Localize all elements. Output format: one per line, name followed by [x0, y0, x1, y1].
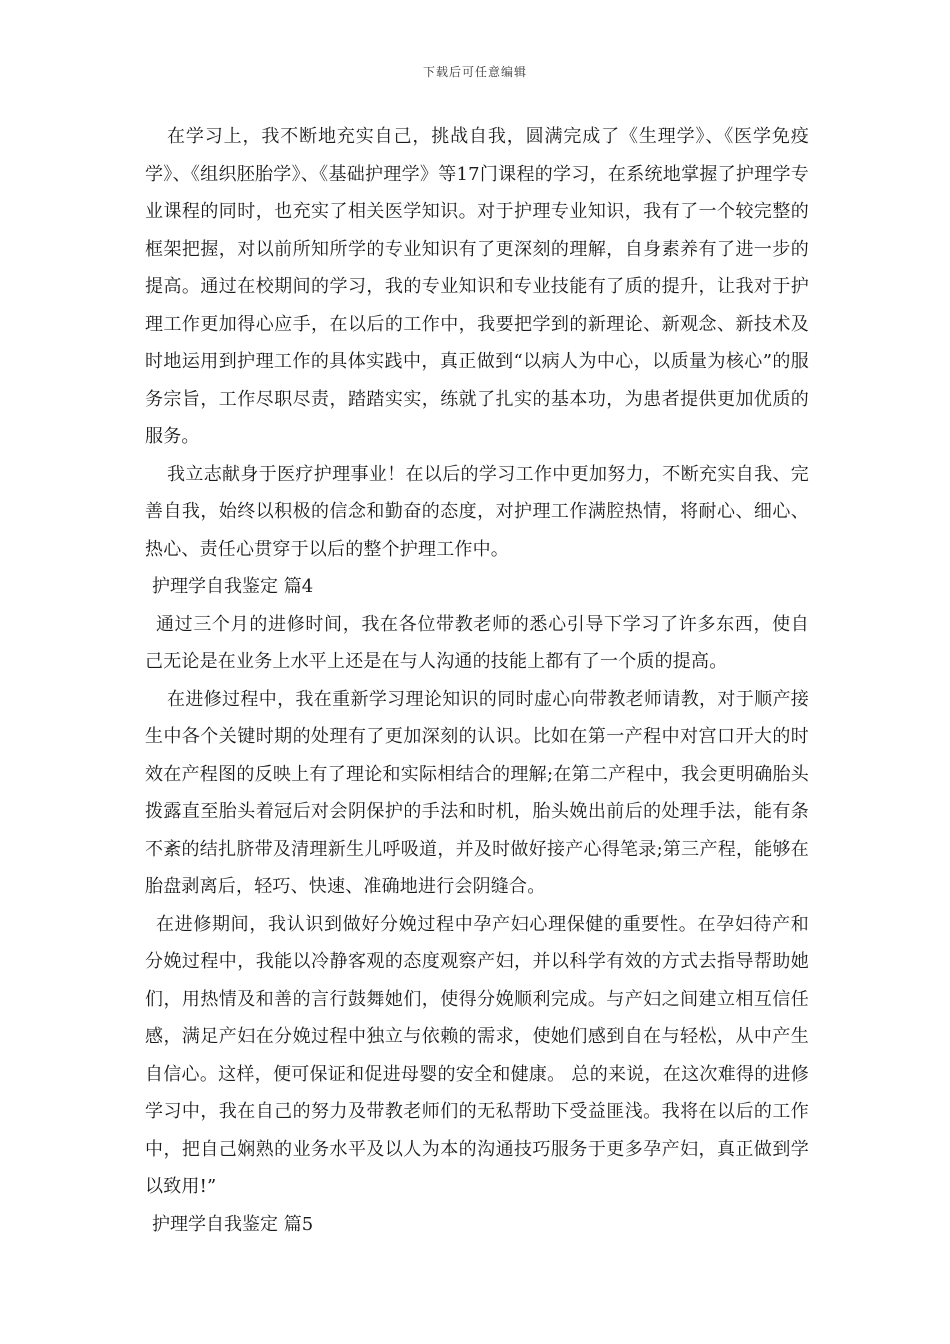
paragraph-training-intro: 通过三个月的进修时间，我在各位带教老师的悉心引导下学习了许多东西，使自己无论是在业务上水平上还是在与人沟通的技能上都有了一个质的提高。: [145, 613, 809, 672]
section-heading-4: 护理学自我鉴定 篇4: [152, 576, 314, 597]
header-note: 下载后可任意编辑: [422, 65, 527, 79]
section-heading-5: 护理学自我鉴定 篇5: [152, 1213, 314, 1235]
document-body: [145, 118, 809, 1243]
paragraph-training-process: 在进修过程中，我在重新学习理论知识的同时虚心向带教老师请教，对于顺产接生中各个关键时期的处理有了更加深刻的认识。比如在第一产程中对宫口开大的时效在产程图的反映上有了理论和实际相结合的理解;在第二产程中，我会更明确胎头拨露直至胎头着冠后对会阴保护的手法和时机，胎头娩出前后的处理手法，能有条不紊的结扎脐带及清理新生儿呼吸道，并及时做好接产心得笔录;第三产程，能够在胎盘剥离后，轻巧、快速、准确地进行会阴缝合。: [145, 688, 809, 897]
paragraph-commitment: 我立志献身于医疗护理事业！在以后的学习工作中更加努力，不断充实自我、完善自我，始终以积极的信念和勤奋的态度，对护理工作满腔热情，将耐心、细心、热心、责任心贯穿于以后的整个护理工作中。: [145, 463, 809, 560]
paragraph-study: 在学习上，我不断地充实自己，挑战自我，圆满完成了《生理学》、《医学免疫学》、《组织胚胎学》、《基础护理学》等17门课程的学习，在系统地掌握了护理学专业课程的同时，也充实了相关医学知识。对于护理专业知识，我有了一个较完整的框架把握，对以前所知所学的专业知识有了更深刻的理解，自身素养有了进一步的提高。通过在校期间的学习，我的专业知识和专业技能有了质的提升，让我对于护理工作更加得心应手，在以后的工作中，我要把学到的新理论、新观念、新技术及时地运用到护理工作的具体实践中，真正做到“以病人为中心，以质量为核心”的服务宗旨，工作尽职尽责，踏踏实实，练就了扎实的基本功，为患者提供更加优质的服务。: [145, 126, 809, 447]
paragraph-psychological-care: 在进修期间，我认识到做好分娩过程中孕产妇心理保健的重要性。在孕妇待产和分娩过程中，我能以冷静客观的态度观察产妇，并以科学有效的方式去指导帮助她们，用热情及和善的言行鼓舞她们，使得分娩顺利完成。与产妇之间建立相互信任感，满足产妇在分娩过程中独立与依赖的需求，使她们感到自在与轻松，从中产生自信心。这样，便可保证和促进母婴的安全和健康。 总的来说，在这次难得的进修学习中，我在自己的努力及带教老师们的无私帮助下受益匪浅。我将在以后的工作中，把自己娴熟的业务水平及以人为本的沟通技巧服务于更多孕产妇，真正做到学以致用!”: [145, 913, 809, 1197]
